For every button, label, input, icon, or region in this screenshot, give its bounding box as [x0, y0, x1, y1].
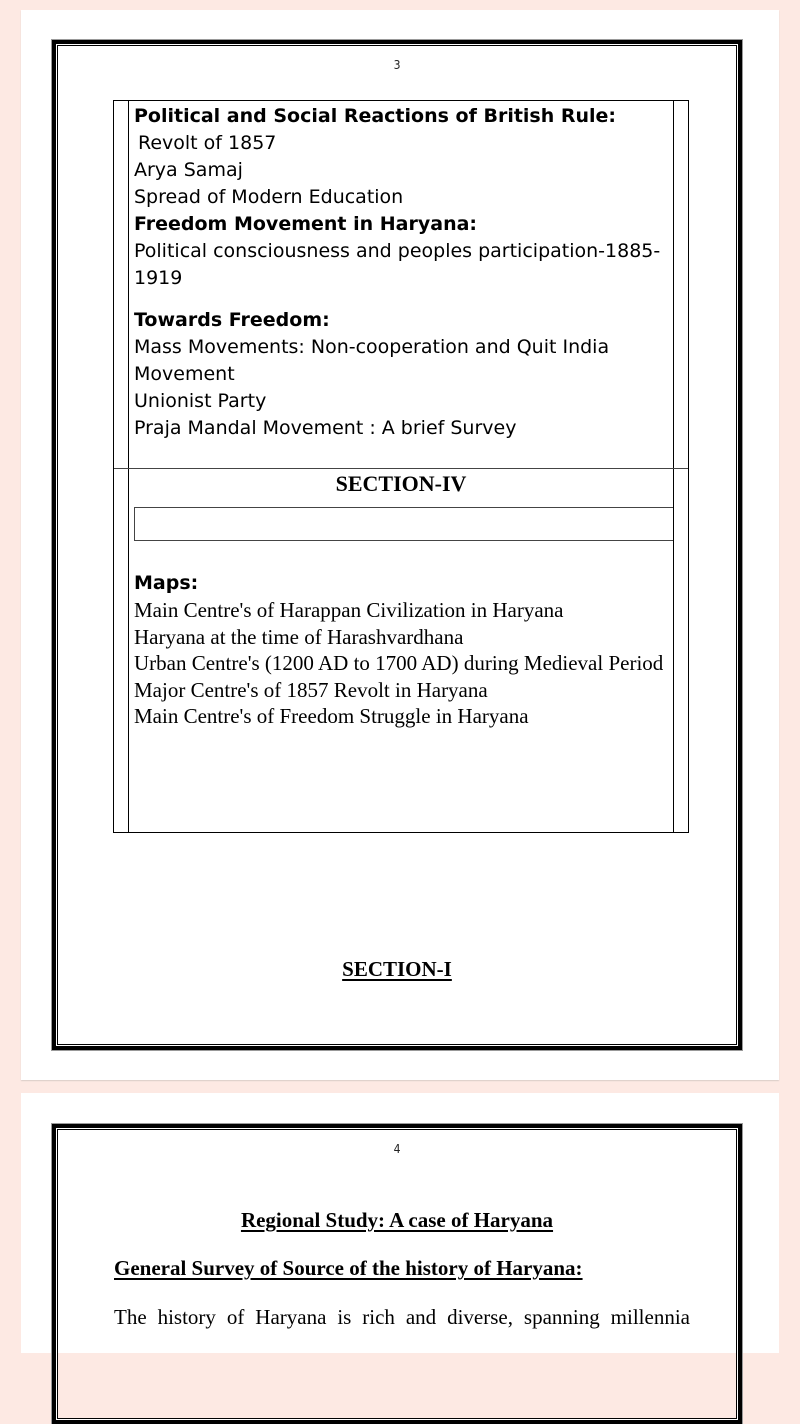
- list-item: Mass Movements: Non-cooperation and Quit India Movement: [134, 336, 610, 385]
- block-heading-towards-freedom: Towards Freedom:: [134, 309, 330, 331]
- section-iv-heading: SECTION-IV: [335, 471, 467, 496]
- block-heading-freedom-movement: Freedom Movement in Haryana:: [134, 213, 478, 235]
- table-column-divider-right: [673, 101, 674, 832]
- empty-table-cell: [134, 507, 673, 541]
- maps-heading: Maps:: [134, 572, 199, 594]
- table-row-divider: [114, 468, 688, 469]
- page-border-frame: [52, 40, 742, 1050]
- page-number: 3: [393, 58, 401, 72]
- page-border-frame: [52, 1124, 742, 1424]
- page-number: 4: [393, 1142, 401, 1156]
- list-item: Main Centre's of Harappan Civilization in Haryana: [134, 598, 564, 622]
- list-item: Arya Samaj: [134, 159, 243, 181]
- document-page-3: [21, 10, 779, 1080]
- document-subtitle: General Survey of Source of the history of Haryana:: [114, 1256, 583, 1280]
- list-item: Praja Mandal Movement : A brief Survey: [134, 417, 517, 439]
- document-title: Regional Study: A case of Haryana: [240, 1208, 554, 1232]
- body-paragraph: The history of Haryana is rich and diverse, spanning millennia: [114, 1305, 690, 1329]
- list-item: Major Centre's of 1857 Revolt in Haryana: [134, 677, 488, 702]
- list-item: Main Centre's of Freedom Struggle in Haryana: [134, 704, 529, 728]
- document-page-4: [21, 1093, 779, 1353]
- maps-list: [134, 570, 672, 730]
- list-item: Unionist Party: [134, 390, 267, 412]
- list-item: Haryana at the time of Harashvardhana: [134, 624, 464, 649]
- list-item: Revolt of 1857: [138, 132, 277, 154]
- table-cell-unit-content: [134, 103, 672, 442]
- syllabus-table: [113, 100, 689, 833]
- table-column-divider-left: [128, 101, 129, 832]
- list-item: Urban Centre's (1200 AD to 1700 AD) during Medieval Period: [134, 651, 664, 675]
- list-item: Spread of Modern Education: [134, 186, 404, 208]
- list-item: Political consciousness and peoples participation-1885-1919: [134, 240, 661, 289]
- block-heading-british-rule: Political and Social Reactions of British Rule:: [134, 105, 617, 127]
- section-i-heading: SECTION-I: [342, 957, 452, 981]
